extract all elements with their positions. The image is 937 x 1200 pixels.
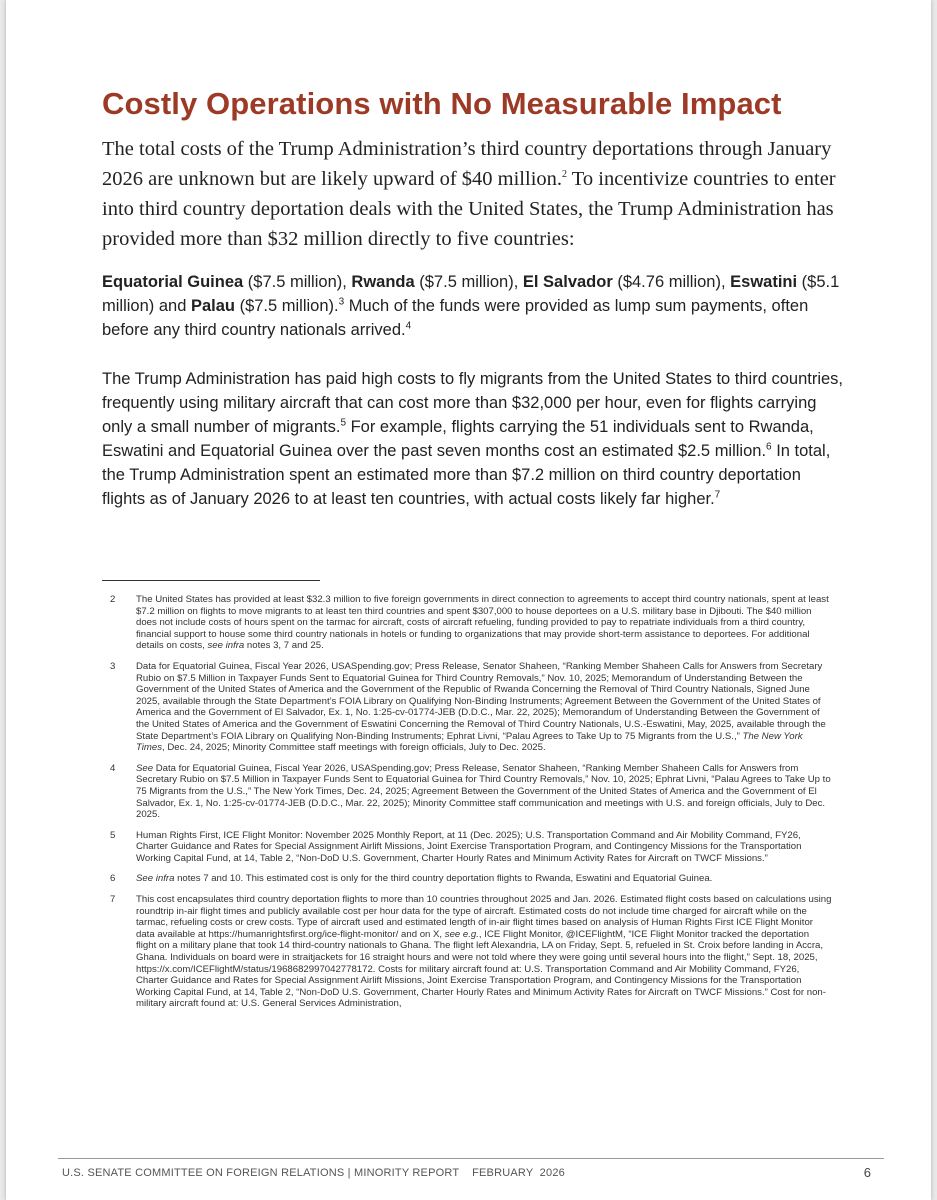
amount-rwanda: ($7.5 million),: [414, 273, 523, 291]
report-page: [6, 0, 931, 1200]
footer-report-label: U.S. SENATE COMMITTEE ON FOREIGN RELATIONS | MINORITY REPORT FEBRUARY 2026: [62, 1167, 565, 1179]
lead-paragraph: [102, 134, 862, 254]
footnote-italic: see e.g.: [444, 928, 479, 940]
footnote-number: 5: [110, 829, 116, 841]
lead-text-continued: To incentivize countries to enter into third country deportation deals with the United States, the Trump Administration has provided more than $32 million directly to five countries:: [102, 168, 836, 250]
footnote-ref-7[interactable]: 7: [714, 489, 721, 501]
footnote-number: 7: [110, 894, 116, 906]
amount-palau: ($7.5 million).: [235, 297, 339, 315]
country-equatorial-guinea: Equatorial Guinea: [102, 273, 244, 291]
footnotes: [102, 594, 832, 1019]
flight-costs-paragraph: [102, 367, 847, 511]
footnote-italic: See: [136, 762, 154, 774]
footnote-text: [136, 763, 832, 821]
section-title: Costly Operations with No Measurable Impact: [102, 86, 782, 121]
footnote-body: Data for Equatorial Guinea, Fiscal Year 2026, USASpending.gov; Press Release, Senator Shaheen, “Ranking Member Shaheen Calls for Answers from Secretary Rubio on $7.5 Million in Taxpayer Funds Sent to Equatorial Guinea for Third Country Removals,” Nov. 10, 2025; Memorandum of Understanding Between the Government of the United States of America and the Government of the Republic of Rwanda Concerning the Removal of Third Country Nationals, Signed June 2025, available through the State Department’s FOIA Library on Qualifying Non-Binding Instruments; Agreement Between the Government of the United States of America and the Government of El Salvador, Ex. 1, No. 1:25-cv-01774-JEB (D.D.C., Mar. 22, 2025); Memorandum of Understanding Between the Government of the United States of America and the Government of Eswatini Concerning the Removal of Third Country Nationals, U.S.-Eswatini, May, 2025, available through the State Department’s FOIA Library on Qualifying Non-Binding Instruments; Ephrat Livni, “Palau Agrees to Take Up to 75 Migrants from the U.S.,”: [136, 660, 826, 742]
footnote-text: [136, 661, 832, 754]
footnote-number: 3: [110, 660, 116, 672]
footnote-end: , Dec. 24, 2025; Minority Committee staff meetings with foreign officials, July to Dec. 2025.: [162, 742, 546, 754]
country-palau: Palau: [190, 297, 235, 315]
footnote-body: notes 7 and 10. This estimated cost is only for the third country deportation flights to Rwanda, Eswatini and Equatorial Guinea.: [174, 873, 713, 885]
amount-equatorial-guinea: ($7.5 million),: [243, 273, 352, 291]
amount-el-salvador: ($4.76 million),: [612, 273, 731, 291]
country-rwanda: Rwanda: [351, 273, 415, 291]
footer-divider: [58, 1158, 884, 1159]
footnote-italic: See infra: [136, 873, 175, 885]
lead-text: The total costs of the Trump Administration’s third country deportations through January 2026 are unknown but are likely upward of $40 million.: [102, 138, 832, 190]
footnote-italic: see infra: [207, 640, 245, 652]
footnote-number: 6: [110, 873, 116, 885]
funding-text: Much of the funds were provided as lump sum payments, often before any third country nationals arrived.: [102, 297, 809, 339]
footnote-body: Data for Equatorial Guinea, Fiscal Year 2026, USASpending.gov; Press Release, Senator Shaheen, “Ranking Member Shaheen Calls for Answers from Secretary Rubio on $7.5 Million in Taxpayer Funds Sent to Equatorial Guinea for Third Country Removals,” Nov. 10, 2025; Ephrat Livni, “Palau Agrees to Take Up to 75 Migrants from the U.S.,” The New York Times, Dec. 24, 2025; Agreement Between the Government of the United States of America and the Government of El Salvador, Ex. 1, No. 1:25-cv-01774-JEB (D.D.C., Mar. 22, 2025); Minority Committee staff communication and meetings with U.S. and foreign officials, July to Dec. 2025.: [136, 762, 831, 821]
footnote-ref-6[interactable]: 6: [766, 441, 772, 453]
footnote-4: [102, 763, 832, 821]
footnote-3: [102, 661, 832, 754]
footnote-end: , ICE Flight Monitor, @ICEFlightM, “ICE Flight Monitor tracked the deportation flight on a military plane that took 14 third-country nationals to Ghana. The flight left Alexandria, LA on Friday, Sept. 5, refueled in St. Croix before landing in Accra, Ghana. Individuals on board were in straitjackets for 16 straight hours and were not told where they were going until several hours into the flight,” Sept. 18, 2025, https://x.com/ICEFlightM/status/1968682997042778172. Costs for military aircraft found at: U.S. Transportation Command and Air Mobility Command, FY26, Charter Guidance and Rates for Special Assignment Airlift Missions, Joint Exercise Transportation Program, and Contingency Missions for the Transportation Working Capital Fund, at 14, Table 2, “Non-DoD U.S. Government, Charter Hourly Rates and Minimum Activity Rates for Aircraft on TWCF Missions.” Cost for non-military aircraft found at: U.S. General Services Administration,: [136, 928, 826, 1010]
footnote-text: Human Rights First, ICE Flight Monitor: November 2025 Monthly Report, at 11 (Dec. 2025); U.S. Transportation Command and Air Mobility Command, FY26, Charter Guidance and Rates for Special Assignment Airlift Missions, Joint Exercise Transportation Program, and Contingency Missions for the Transportation Working Capital Fund, at 14, Table 2, “Non-DoD U.S. Government, Charter Hourly Rates and Minimum Activity Rates for Aircraft on TWCF Missions.”: [136, 829, 802, 864]
amount-eswatini: ($5.1 million) and: [102, 273, 840, 315]
footnote-text: [136, 873, 832, 885]
footnote-divider: [102, 580, 320, 581]
footnote-7: [102, 894, 832, 1010]
footnote-body: This cost encapsulates third country deportation flights to more than 10 countries throughout 2025 and Jan. 2026. Estimated flight costs based on calculations using roundtrip in-air flight times and publicly available cost per hour data for the type of aircraft. Estimated costs do not include time charged for aircraft while on the tarmac, refueling costs or crew costs. Type of aircraft used and estimated length of in-air flight times based on analysis of Human Rights First ICE Flight Monitor data available at https://humanrightsfirst.org/ice-flight-monitor/ and on X,: [136, 894, 832, 940]
footnote-ref-4[interactable]: 4: [405, 320, 412, 332]
footnote-ref-2[interactable]: 2: [562, 169, 568, 181]
footnote-ref-3[interactable]: 3: [338, 296, 345, 308]
footnote-2: [102, 594, 832, 652]
footnote-ref-5[interactable]: 5: [340, 417, 346, 429]
footnote-6: [102, 873, 832, 885]
flight-text-3: In total, the Trump Administration spent an estimated more than $7.2 million on third country deportation flights as of January 2026 to at least ten countries, with actual costs likely far higher.: [102, 442, 831, 508]
footnote-end: notes 3, 7 and 25.: [244, 640, 324, 652]
footnote-text: [136, 594, 832, 652]
flight-text-2: For example, flights carrying the 51 individuals sent to Rwanda, Eswatini and Equatorial Guinea over the past seven months cost an estimated $2.5 million.: [102, 418, 814, 460]
page-number: 6: [863, 1165, 871, 1180]
footnote-number: 2: [110, 594, 116, 605]
footnote-body: The United States has provided at least $32.3 million to five foreign governments in direct connection to agreements to accept third country nationals, spent at least $7.2 million on flights to move migrants to at least ten third countries and spent $307,000 to house deportees on a U.S. military base in Djibouti. The $40 million does not include costs of hours spent on the tarmac for aircraft, costs of aircraft refueling, funding provided to pay to repatriate individuals from a third country, financial support to house some third country nationals in hotels or funding to organizations that may provide short-term assistance to deportees. For additional details on costs,: [136, 594, 829, 652]
country-el-salvador: El Salvador: [522, 273, 613, 291]
footnote-italic: The New York Times: [136, 730, 803, 754]
footnote-5: [102, 830, 832, 865]
country-eswatini: Eswatini: [730, 273, 798, 291]
flight-text-1: The Trump Administration has paid high costs to fly migrants from the United States to third countries, frequently using military aircraft that can cost more than $32,000 per hour, even for flights carrying only a small number of migrants.: [102, 370, 844, 436]
funding-paragraph: [102, 270, 847, 342]
footnote-text: [136, 894, 832, 1010]
footnote-number: 4: [110, 762, 116, 774]
